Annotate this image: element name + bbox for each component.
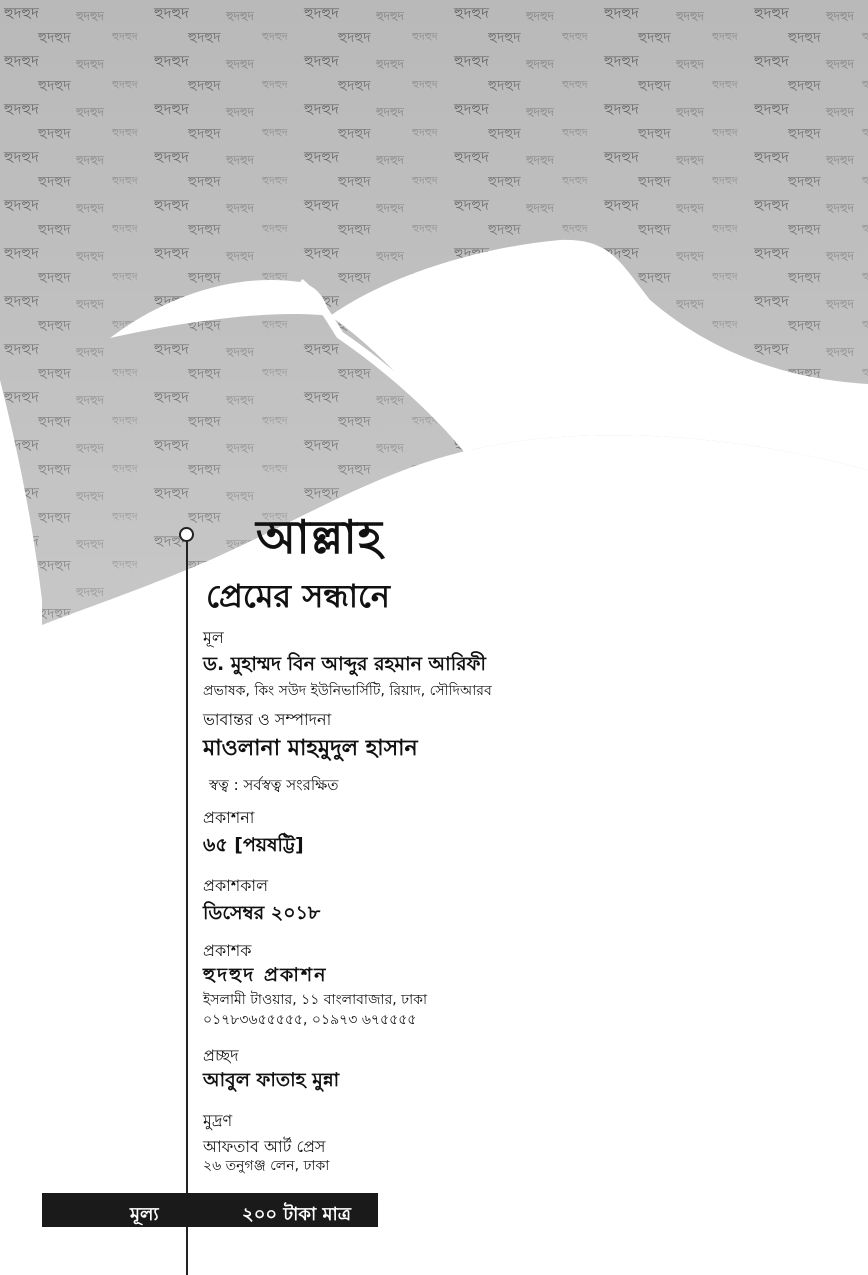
printer-address: ২৬ তনুগঞ্জ লেন, ঢাকা (203, 1158, 330, 1174)
publish-date-label: প্রকাশকাল (203, 876, 268, 895)
cover-designer-label: প্রচ্ছদ (203, 1046, 239, 1065)
printer-name: আফতাব আর্ট প্রেস (203, 1137, 326, 1156)
cover-designer-name: আবুল ফাতাহ মুন্না (203, 1069, 340, 1091)
author-name: ড. মুহাম্মদ বিন আব্দুর রহমান আরিফী (203, 653, 486, 675)
translation-label: ভাবান্তর ও সম্পাদনা (203, 710, 332, 729)
publication-label: প্রকাশনা (203, 808, 255, 827)
author-label: মূল (203, 628, 224, 647)
publication-number: ৬৫ [পয়ষট্টি] (203, 834, 304, 856)
price-bar (42, 1193, 378, 1227)
translator-name: মাওলানা মাহমুদুল হাসান (203, 736, 418, 761)
publisher-phones: ০১৭৮৩৬৫৫৫৫৫, ০১৯৭৩ ৬৭৫৫৫৫ (203, 1012, 417, 1028)
publisher-name: হুদহুদ প্রকাশন (203, 964, 328, 986)
price-value: ২০০ টাকা মাত্র (242, 1204, 351, 1225)
book-title: আল্লাহ (256, 510, 383, 564)
publisher-label: প্রকাশক (203, 941, 252, 960)
price-label: মূল্য (130, 1204, 159, 1225)
rule-circle-icon (179, 527, 194, 542)
vertical-rule (186, 538, 188, 1275)
printing-label: মুদ্রণ (203, 1111, 233, 1130)
publisher-address: ইসলামী টাওয়ার, ১১ বাংলাবাজার, ঢাকা (203, 992, 428, 1008)
author-affiliation: প্রভাষক, কিং সউদ ইউনিভার্সিটি, রিয়াদ, সৌদিআরব (203, 683, 492, 699)
rights-statement: স্বত্ব : সর্বস্বত্ব সংরক্ষিত (209, 776, 339, 794)
publish-date: ডিসেম্বর ২০১৮ (203, 902, 321, 924)
book-subtitle: প্রেমের সন্ধানে (206, 577, 390, 615)
